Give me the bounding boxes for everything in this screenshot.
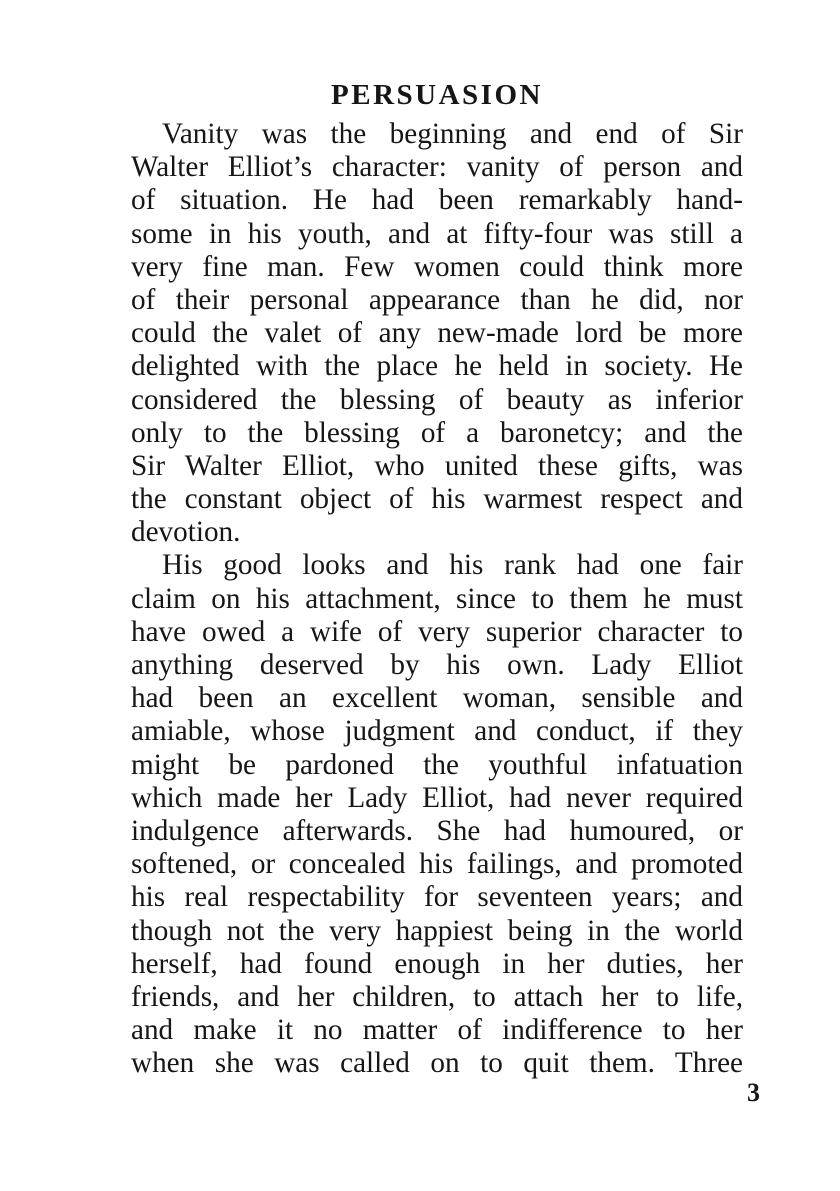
- text-line: amiable, whose judgment and conduct, if they: [131, 715, 743, 748]
- text-line: claim on his attachment, since to them he must: [131, 582, 743, 615]
- text-line: His good looks and his rank had one fair: [162, 549, 743, 582]
- body-text: [131, 118, 743, 1080]
- page-number: 3: [747, 1078, 760, 1107]
- text-line: the constant object of his warmest respect and: [131, 483, 743, 516]
- text-line: softened, or concealed his failings, and promoted: [131, 848, 743, 881]
- running-head: PERSUASION: [331, 79, 543, 111]
- text-line: his real respectability for seventeen years; and: [131, 881, 743, 914]
- paragraph-2: [131, 549, 743, 1080]
- text-line: of situation. He had been remarkably hand-: [131, 184, 743, 217]
- text-line: might be pardoned the youthful infatuation: [131, 748, 743, 781]
- text-line: anything deserved by his own. Lady Elliot: [131, 649, 743, 681]
- text-line: which made her Lady Elliot, had never required: [131, 781, 743, 814]
- text-line: delighted with the place he held in society. He: [131, 350, 743, 383]
- text-line: Walter Elliot’s character: vanity of person and: [131, 151, 743, 184]
- text-line: could the valet of any new-made lord be more: [131, 317, 743, 350]
- text-line: had been an excellent woman, sensible and: [131, 682, 743, 715]
- text-line: though not the very happiest being in the world: [131, 914, 743, 947]
- text-line: only to the blessing of a baronetcy; and the: [131, 416, 743, 449]
- text-line: Sir Walter Elliot, who united these gifts, was: [131, 449, 743, 482]
- text-line: of their personal appearance than he did, nor: [131, 283, 743, 316]
- text-line: and make it no matter of indifference to her: [131, 1014, 743, 1047]
- paragraph-1: [131, 118, 743, 549]
- text-line: indulgence afterwards. She had humoured, or: [131, 814, 743, 847]
- text-line: some in his youth, and at fifty-four was still a: [131, 217, 743, 250]
- book-page: [131, 0, 743, 1191]
- text-line: friends, and her children, to attach her to life,: [131, 980, 743, 1013]
- text-line: herself, had found enough in her duties, her: [131, 947, 743, 980]
- text-line: considered the blessing of beauty as inferior: [131, 383, 743, 416]
- text-line: very fine man. Few women could think more: [131, 250, 743, 283]
- text-line: devotion.: [131, 516, 241, 549]
- text-line: when she was called on to quit them. Three: [131, 1047, 743, 1080]
- text-line: have owed a wife of very superior character to: [131, 615, 743, 648]
- text-line: Vanity was the beginning and end of Sir: [162, 118, 743, 150]
